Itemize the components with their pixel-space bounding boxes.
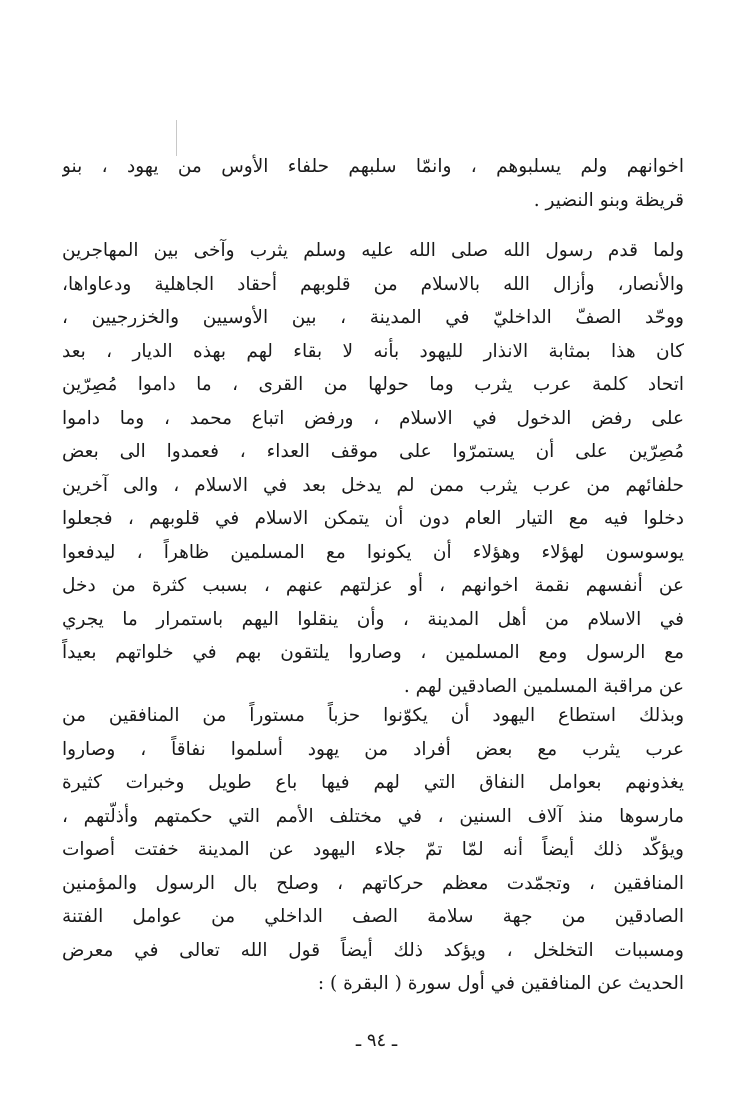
text-line: الحديث عن المنافقين في أول سورة ( البقرة ) : <box>317 973 684 994</box>
text-line: يغذونهم بعوامل النفاق التي لهم فيها باع طويل وخبرات كثيرة <box>62 772 684 793</box>
text-line: اتحاد كلمة عرب يثرب وما حولها من القرى ، ما داموا مُصِرّين <box>62 374 684 395</box>
text-line: المنافقين ، وتجمّدت معظم حركاتهم ، وصلح بال الرسول والمؤمنين <box>62 872 684 894</box>
text-line: عرب يثرب مع بعض أفراد من يهود أسلموا نفاقاً ، وصاروا <box>62 738 684 760</box>
text-line: وبذلك استطاع اليهود أن يكوّنوا حزباً مستوراً من المنافقين من <box>62 705 684 726</box>
text-line: مارسوها منذ آلاف السنين ، في مختلف الأمم التي حكمتهم وأذلّتهم ، <box>62 805 684 827</box>
text-line: والأنصار، وأزال الله بالاسلام من قلوبهم أحقاد الجاهلية ودعاواها، <box>62 273 684 295</box>
text-line: دخلوا فيه مع التيار العام دون أن يتمكن الاسلام في قلوبهم ، فجعلوا <box>62 508 684 529</box>
text-line: عن مراقبة المسلمين الصادقين لهم . <box>403 675 684 697</box>
text-line: عن أنفسهم نقمة اخوانهم ، أو عزلتهم عنهم ، بسبب كثرة من دخل <box>62 575 684 596</box>
text-line: حلفائهم من عرب يثرب ممن لم يدخل بعد في الاسلام ، والى آخرين <box>62 474 684 496</box>
text-line: ولما قدم رسول الله صلى الله عليه وسلم يثرب وآخى بين المهاجرين <box>62 240 684 261</box>
text-line: مع الرسول ومع المسلمين ، وصاروا يلتقون بهم في خلواتهم بعيداً <box>62 642 684 663</box>
text-line: اخوانهم ولم يسلبوهم ، وانمّا سلبهم حلفاء الأوس من يهود ، بنو <box>62 156 684 177</box>
text-line: على رفض الدخول في الاسلام ، ورفض اتباع محمد ، وما داموا <box>62 407 684 429</box>
text-line: الصادقين من جهة سلامة الصف الداخلي من عوامل الفتنة <box>62 906 684 927</box>
paragraph-3 <box>62 699 684 1001</box>
paragraph-2 <box>62 234 684 703</box>
text-line: قريظة وبنو النضير . <box>533 189 684 211</box>
text-line: مُصِرّين على أن يستمرّوا على موقف العداء ، فعمدوا الى بعض <box>62 441 684 462</box>
paragraph-1 <box>62 150 684 217</box>
text-line: ومسببات التخلخل ، ويؤكد ذلك أيضاً قول الله تعالى في معرض <box>62 939 684 961</box>
text-line: ووحّد الصفّ الداخليّ في المدينة ، بين الأوسيين والخزرجيين ، <box>62 307 684 328</box>
text-line: ويؤكّد ذلك أيضاً أنه لمّا تمّ جلاء اليهود عن المدينة خفتت أصوات <box>62 839 684 860</box>
text-line: كان هذا بمثابة الانذار لليهود بأنه لا بقاء لهم بهذه الديار ، بعد <box>62 340 684 362</box>
page-number: ـ ٩٤ ـ <box>355 1030 398 1051</box>
text-line: يوسوسون لهؤلاء وهؤلاء أن يكونوا مع المسلمين ظاهراً ، ليدفعوا <box>62 541 684 563</box>
text-line: في الاسلام من أهل المدينة ، وأن ينقلوا اليهم باستمرار ما يجري <box>62 608 684 630</box>
